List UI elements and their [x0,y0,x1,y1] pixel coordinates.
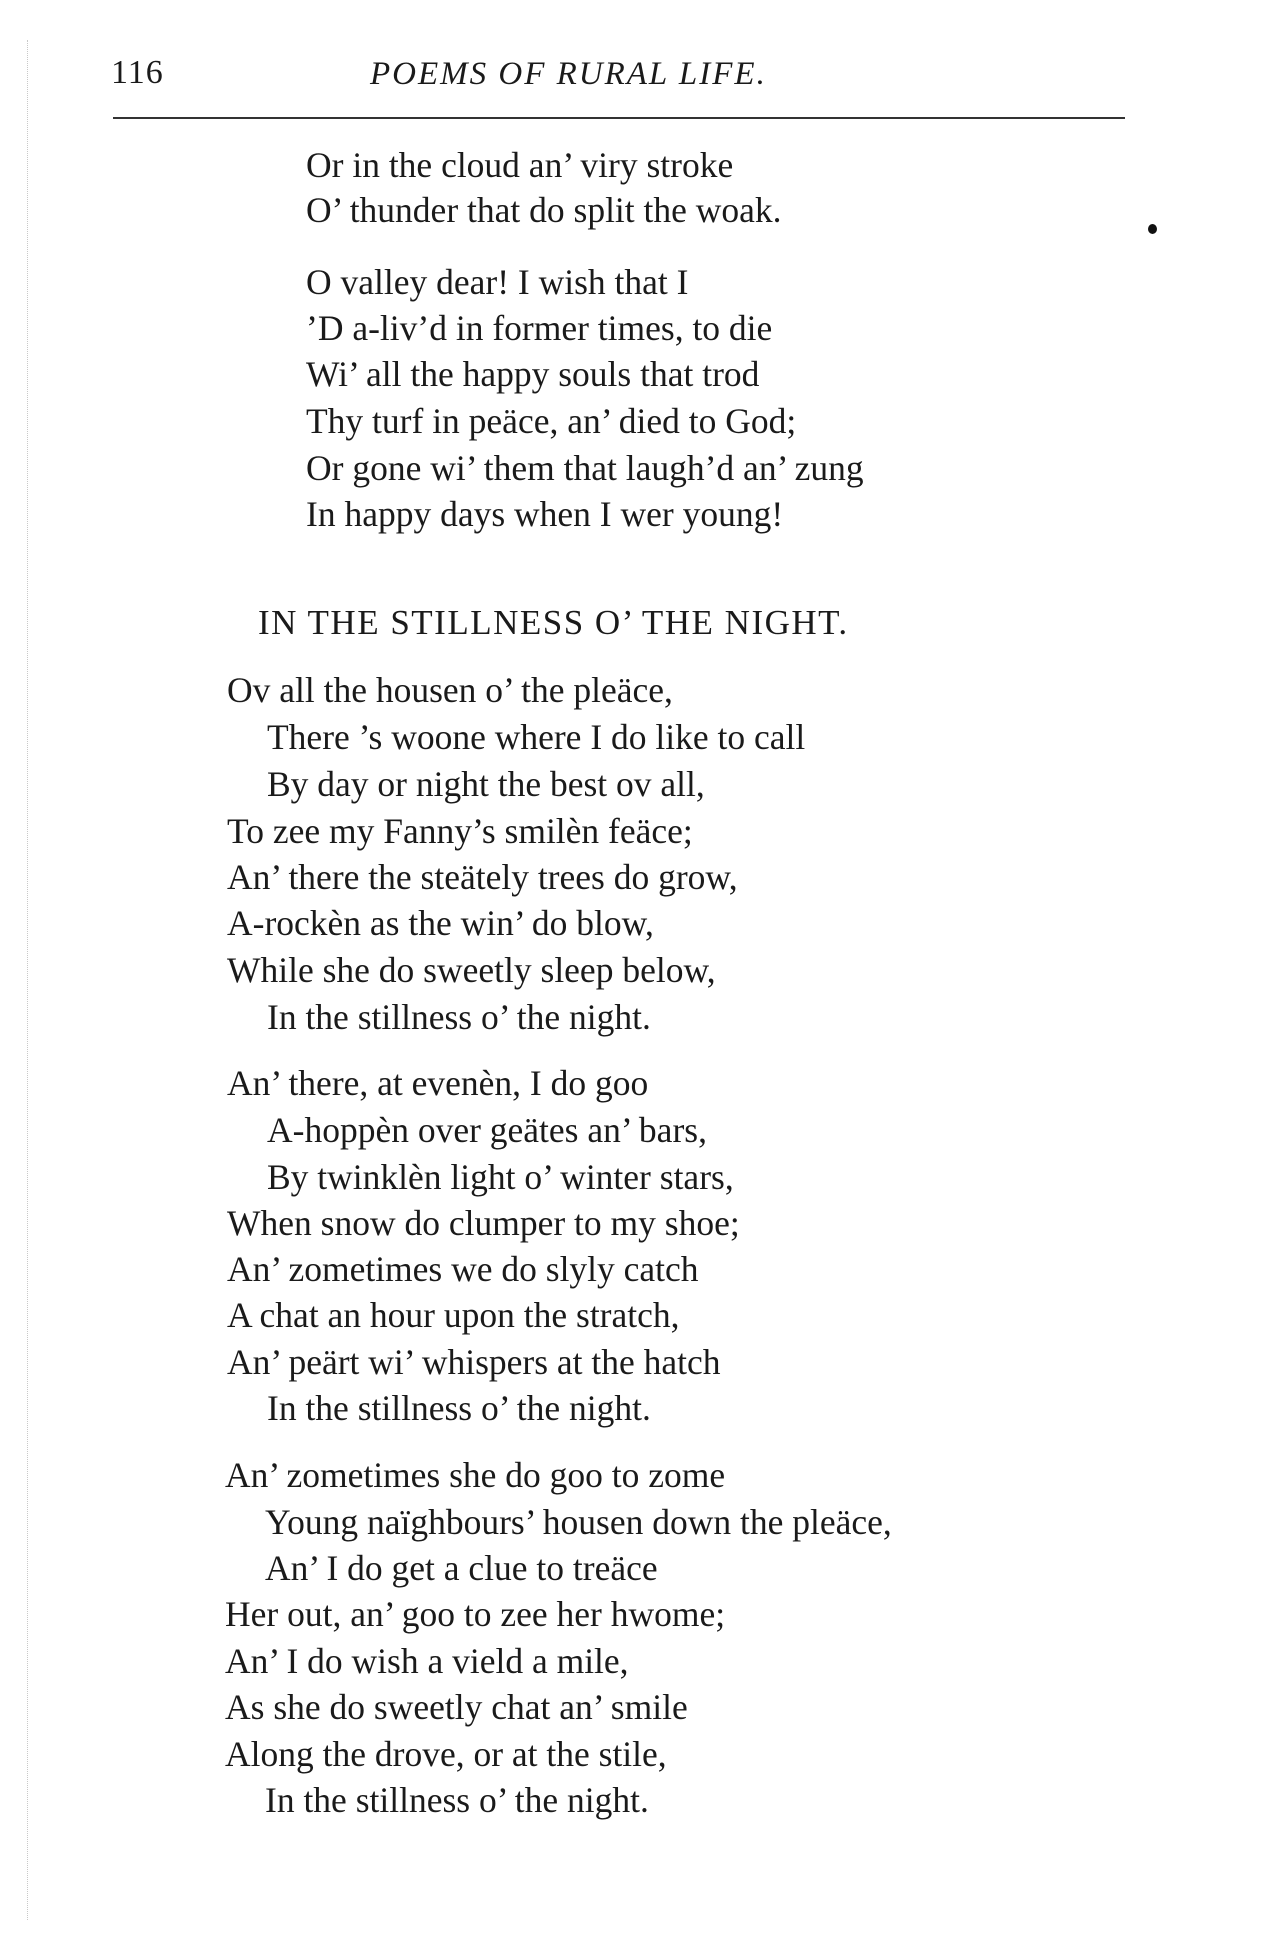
verse-line: Or in the cloud an’ viry stroke [306,145,734,185]
verse-line: A chat an hour upon the stratch, [227,1295,680,1335]
verse-line: ’D a-liv’d in former times, to die [306,308,773,348]
verse-line: As she do sweetly chat an’ smile [225,1687,688,1727]
header-rule [113,117,1125,119]
verse-line: Her out, an’ goo to zee her hwome; [225,1594,726,1634]
verse-line: A-rockèn as the win’ do blow, [227,903,654,943]
verse-line: An’ there, at evenèn, I do goo [227,1063,649,1103]
poem-title: IN THE STILLNESS O’ THE NIGHT. [258,603,849,642]
verse-line: An’ I do wish a vield a mile, [225,1641,629,1681]
verse-line: Young naïghbours’ housen down the pleäce, [265,1502,892,1542]
gutter-edge [27,40,28,1920]
verse-line: An’ peärt wi’ whispers at the hatch [227,1342,721,1382]
verse-line: In the stillness o’ the night. [267,1388,651,1428]
verse-line: An’ there the steätely trees do grow, [227,857,738,897]
verse-line: By day or night the best ov all, [267,764,705,804]
verse-line: Thy turf in peäce, an’ died to God; [306,401,797,441]
verse-line: An’ I do get a clue to treäce [265,1548,658,1588]
verse-line: By twinklèn light o’ winter stars, [267,1157,734,1197]
verse-line: In the stillness o’ the night. [265,1780,649,1820]
verse-line: While she do sweetly sleep below, [227,950,716,990]
verse-line: An’ zometimes we do slyly catch [227,1249,699,1289]
verse-line: In happy days when I wer young! [306,494,784,534]
running-title: POEMS OF RURAL LIFE. [370,56,767,92]
page-number: 116 [111,54,164,91]
verse-line: To zee my Fanny’s smilèn feäce; [227,811,693,851]
verse-line: O valley dear! I wish that I [306,262,689,302]
verse-line: An’ zometimes she do goo to zome [225,1455,726,1495]
verse-line: Along the drove, or at the stile, [225,1734,667,1774]
verse-line: Wi’ all the happy souls that trod [306,354,760,394]
verse-line: In the stillness o’ the night. [267,997,651,1037]
verse-line: Ov all the housen o’ the pleäce, [227,670,673,710]
ink-speck [1148,224,1157,234]
verse-line: There ’s woone where I do like to call [267,717,806,757]
verse-line: O’ thunder that do split the woak. [306,190,782,230]
verse-line: When snow do clumper to my shoe; [227,1203,740,1243]
verse-line: Or gone wi’ them that laugh’d an’ zung [306,448,864,488]
verse-line: A-hoppèn over geätes an’ bars, [267,1110,707,1150]
